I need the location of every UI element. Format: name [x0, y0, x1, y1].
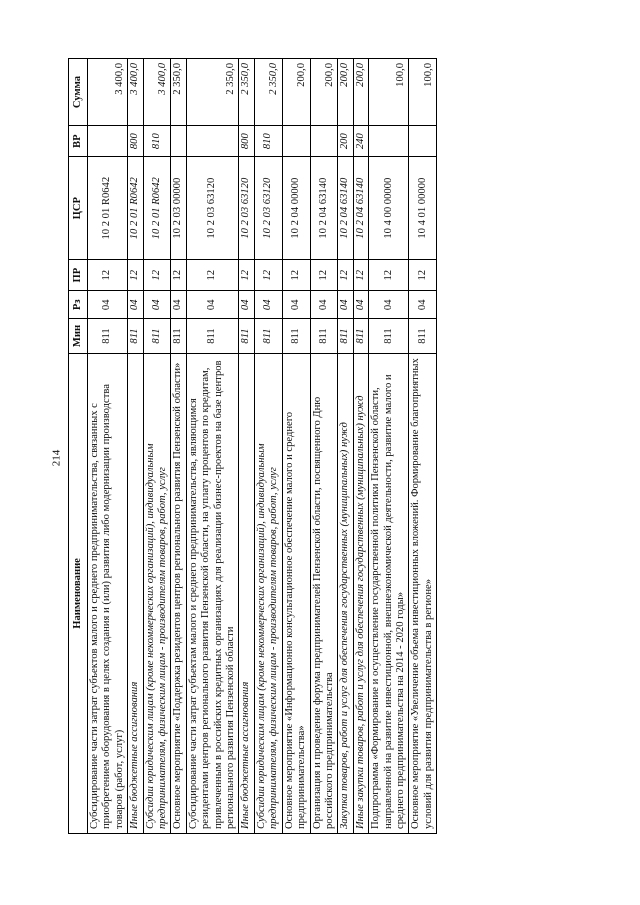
table-row: [310, 59, 338, 834]
cell-csr: 10 4 01 00000: [409, 157, 437, 260]
cell-min: 811: [254, 319, 282, 354]
table-row: [128, 59, 143, 834]
cell-name: Основное мероприятие «Информационно консультационное обеспечение малого и среднего предпринимательства»: [282, 353, 310, 833]
cell-name: Основное мероприятие «Увеличение объема инвестиционных вложений. Формирование благоприятных условий для развития предпринимательства в регионе»: [409, 353, 437, 833]
cell-csr: 10 2 01 R0642: [88, 157, 128, 260]
cell-sum: 3 400,0: [143, 59, 171, 126]
cell-pr: 12: [128, 260, 143, 291]
page-number: 214: [50, 449, 63, 467]
cell-min: 811: [409, 319, 437, 354]
cell-pr: 12: [88, 260, 128, 291]
cell-name: Иные бюджетные ассигнования: [128, 353, 143, 833]
cell-vr: [409, 126, 437, 157]
cell-pr: 12: [338, 260, 353, 291]
cell-csr: 10 2 03 63120: [239, 157, 254, 260]
cell-csr: 10 2 01 R0642: [143, 157, 171, 260]
table-row: [369, 59, 409, 834]
cell-sum: 2 350,0: [239, 59, 254, 126]
cell-rz: 04: [171, 291, 186, 319]
cell-name: Подпрограмма «Формирование и осуществление государственной политики Пензенской области, направленной на развитие инвестиционной, внешнеэкономической деятельности, развитие малого и среднего предпринимательства на 2014 - 2020 годы»: [369, 353, 409, 833]
cell-min: 811: [239, 319, 254, 354]
table-row: [338, 59, 353, 834]
cell-vr: 810: [143, 126, 171, 157]
cell-name: Организация и проведение форума предпринимателей Пензенской области, посвященного Дню российского предпринимательства: [310, 353, 338, 833]
cell-rz: 04: [310, 291, 338, 319]
cell-vr: 240: [353, 126, 368, 157]
cell-min: 811: [353, 319, 368, 354]
cell-sum: 100,0: [409, 59, 437, 126]
cell-name: Субсидирование части затрат субъектов малого и среднего предпринимательства, связанных с приобретением оборудования в целях создания и (или) развития либо модернизации производства товаров (работ, услуг): [88, 353, 128, 833]
rotated-table-container: [68, 58, 622, 834]
cell-csr: 10 2 04 00000: [282, 157, 310, 260]
table-row: [353, 59, 368, 834]
cell-vr: [369, 126, 409, 157]
table-row: [88, 59, 128, 834]
table-row: [239, 59, 254, 834]
cell-sum: 2 350,0: [171, 59, 186, 126]
cell-vr: 200: [338, 126, 353, 157]
cell-rz: 04: [143, 291, 171, 319]
header-vr: ВР: [69, 126, 88, 157]
cell-vr: 810: [254, 126, 282, 157]
cell-rz: 04: [353, 291, 368, 319]
cell-sum: 200,0: [310, 59, 338, 126]
cell-vr: 800: [239, 126, 254, 157]
cell-pr: 12: [254, 260, 282, 291]
cell-sum: 2 350,0: [186, 59, 239, 126]
budget-table: [68, 58, 437, 834]
cell-name: Основное мероприятие «Поддержка резидентов центров регионального развития Пензенской области»: [171, 353, 186, 833]
cell-name: Закупка товаров, работ и услуг для обеспечения государственных (муниципальных) нужд: [338, 353, 353, 833]
cell-min: 811: [128, 319, 143, 354]
cell-sum: 3 400,0: [128, 59, 143, 126]
cell-min: 811: [186, 319, 239, 354]
cell-rz: 04: [282, 291, 310, 319]
cell-pr: 12: [143, 260, 171, 291]
cell-name: Иные бюджетные ассигнования: [239, 353, 254, 833]
cell-csr: 10 2 04 63140: [310, 157, 338, 260]
cell-csr: 10 2 03 63120: [186, 157, 239, 260]
cell-csr: 10 4 00 00000: [369, 157, 409, 260]
cell-pr: 12: [353, 260, 368, 291]
cell-name: Субсидии юридическим лицам (кроме некоммерческих организаций), индивидуальным предпринимателям, физическим лицам - производителям товаров, работ, услуг: [143, 353, 171, 833]
cell-rz: 04: [254, 291, 282, 319]
table-row: [186, 59, 239, 834]
header-name: Наименование: [69, 353, 88, 833]
cell-sum: 200,0: [338, 59, 353, 126]
cell-min: 811: [88, 319, 128, 354]
cell-pr: 12: [282, 260, 310, 291]
cell-name: Субсидии юридическим лицам (кроме некоммерческих организаций), индивидуальным предпринимателям, физическим лицам - производителям товаров, работ, услуг: [254, 353, 282, 833]
header-csr: ЦСР: [69, 157, 88, 260]
cell-rz: 04: [186, 291, 239, 319]
cell-pr: 12: [171, 260, 186, 291]
cell-name: Иные закупки товаров, работ и услуг для обеспечения государственных (муниципальных) нужд: [353, 353, 368, 833]
cell-rz: 04: [338, 291, 353, 319]
cell-name: Субсидирование части затрат субъектам малого и среднего предпринимательства, являющимся резидентами центров регионального развития Пензенской области, на уплату процентов по кредитам, привлеченным в российских кредитных организациях для реализации бизнес-проектов на базе центров регионального развития Пензенской области: [186, 353, 239, 833]
cell-sum: 200,0: [353, 59, 368, 126]
cell-min: 811: [171, 319, 186, 354]
cell-rz: 04: [369, 291, 409, 319]
cell-pr: 12: [369, 260, 409, 291]
cell-pr: 12: [239, 260, 254, 291]
cell-sum: 100,0: [369, 59, 409, 126]
cell-csr: 10 2 04 63140: [353, 157, 368, 260]
cell-vr: [88, 126, 128, 157]
cell-min: 811: [310, 319, 338, 354]
cell-min: 811: [338, 319, 353, 354]
cell-sum: 3 400,0: [88, 59, 128, 126]
cell-csr: 10 2 04 63140: [338, 157, 353, 260]
table-header-row: [69, 59, 88, 834]
cell-vr: [310, 126, 338, 157]
header-sum: Сумма: [69, 59, 88, 126]
cell-rz: 04: [88, 291, 128, 319]
cell-csr: 10 2 03 00000: [171, 157, 186, 260]
cell-min: 811: [282, 319, 310, 354]
cell-pr: 12: [409, 260, 437, 291]
cell-rz: 04: [409, 291, 437, 319]
header-pr: ПР: [69, 260, 88, 291]
cell-pr: 12: [186, 260, 239, 291]
header-rz: Рз: [69, 291, 88, 319]
table-row: [171, 59, 186, 834]
cell-vr: [186, 126, 239, 157]
cell-vr: [282, 126, 310, 157]
table-row: [409, 59, 437, 834]
cell-min: 811: [369, 319, 409, 354]
cell-sum: 200,0: [282, 59, 310, 126]
cell-sum: 2 350,0: [254, 59, 282, 126]
cell-rz: 04: [128, 291, 143, 319]
cell-pr: 12: [310, 260, 338, 291]
table-row: [143, 59, 171, 834]
cell-vr: [171, 126, 186, 157]
cell-csr: 10 2 01 R0642: [128, 157, 143, 260]
cell-min: 811: [143, 319, 171, 354]
header-min: Мин: [69, 319, 88, 354]
table-row: [282, 59, 310, 834]
cell-rz: 04: [239, 291, 254, 319]
cell-vr: 800: [128, 126, 143, 157]
cell-csr: 10 2 03 63120: [254, 157, 282, 260]
table-row: [254, 59, 282, 834]
